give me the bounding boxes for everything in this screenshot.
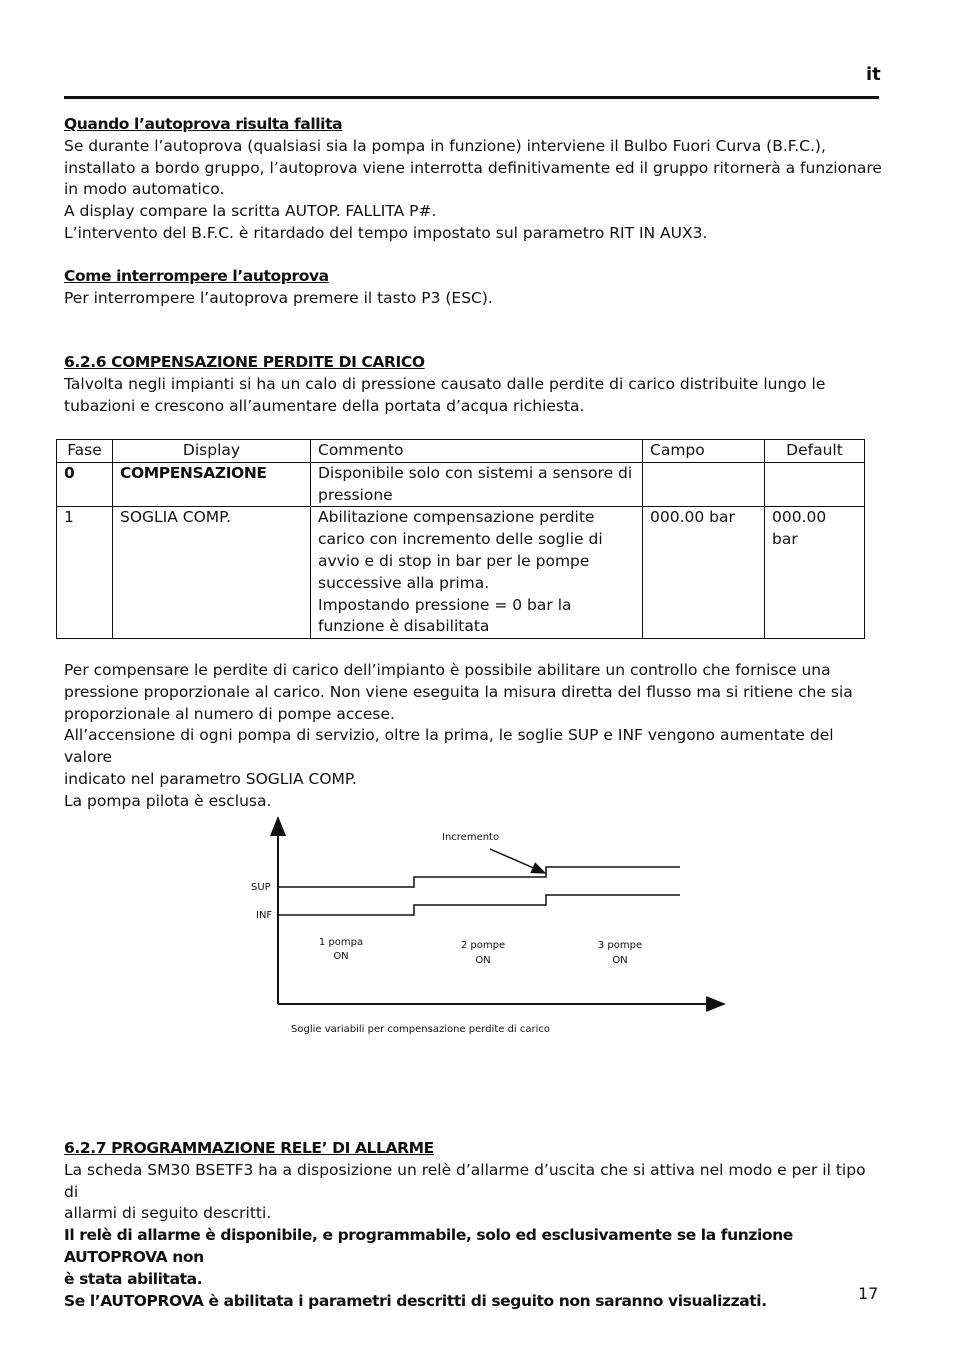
sup-threshold-line [278,867,680,887]
cell-line: pressione [318,485,393,504]
pump-label: ON [475,955,491,966]
paragraph-line: indicato nel parametro SOGLIA COMP. [64,769,357,788]
header-display: Display [113,440,311,463]
paragraph-line: Per compensare le perdite di carico dell’impianto è possibile abilitare un controllo che fornisce una [64,661,831,679]
section-heading: Quando l’autoprova risulta fallita [64,115,343,133]
paragraph-line: in modo automatico. [64,180,225,199]
bold-paragraph-line: Se l’AUTOPROVA è abilitata i parametri descritti di seguito non saranno visualizzati. [64,1291,767,1310]
cell-line: funzione è disabilitata [318,617,490,636]
increment-label: Incremento [442,832,500,843]
cell-display: COMPENSAZIONE [113,462,311,507]
section-heading: Come interrompere l’autoprova [64,267,329,285]
cell-line: bar [772,530,798,549]
cell-fase: 1 [57,507,113,639]
cell-display: SOGLIA COMP. [113,507,311,639]
cell-line: Abilitazione compensazione perdite [318,508,595,527]
pump-label: 3 pompe [597,940,643,951]
paragraph-line: tubazioni e crescono all’aumentare della portata d’acqua richiesta. [64,396,585,415]
diagram-caption: Soglie variabili per compensazione perdite di carico [291,1024,551,1035]
paragraph-line: Talvolta negli impianti si ha un calo di pressione causato dalle perdite di carico distribuite lungo le [64,374,826,393]
pump-label: ON [333,951,349,962]
pump-label: 1 pompa [318,937,364,948]
header-fase: Fase [57,440,113,463]
section-6-2-7 [64,1138,884,1312]
pump-label: 2 pompe [460,940,506,951]
cell-fase: 0 [57,462,113,507]
paragraph-line: Per interrompere l’autoprova premere il tasto P3 (ESC). [64,288,493,307]
section-heading: 6.2.6 COMPENSAZIONE PERDITE DI CARICO [64,353,425,371]
cell-line: successive alla prima. [318,573,490,592]
cell-line: Impostando pressione = 0 bar la [318,595,572,614]
cell-campo: 000.00 bar [643,507,765,639]
header-commento: Commento [311,440,643,463]
cell-line: 000.00 [772,508,827,527]
page-number: 17 [858,1284,879,1303]
cell-line: carico con incremento delle soglie di [318,530,603,549]
inf-label: INF [256,910,273,921]
cell-line: Disponibile solo con sistemi a sensore di [318,463,633,482]
increment-arrow [490,849,545,873]
inf-threshold-line [278,895,680,915]
language-label: it [866,64,881,85]
paragraph-line: La pompa pilota è esclusa. [64,791,272,810]
section-heading: 6.2.7 PROGRAMMAZIONE RELE’ DI ALLARME [64,1139,434,1157]
bold-paragraph-line: è stata abilitata. [64,1269,203,1288]
paragraph-line: Se durante l’autoprova (qualsiasi sia la pompa in funzione) interviene il Bulbo Fuori Curva (B.F.C.), [64,136,826,155]
paragraph-line: proporzionale al numero di pompe accese. [64,704,395,723]
paragraph-line: installato a bordo gruppo, l’autoprova viene interrotta definitivamente ed il gruppo ritornerà a funzionare [64,158,882,177]
paragraph-line: La scheda SM30 BSETF3 ha a disposizione un relè d’allarme d’uscita che si attiva nel modo e per il tipo di [64,1160,866,1201]
pump-label: ON [612,955,628,966]
paragraph-line: A display compare la scritta AUTOP. FALLITA P#. [64,202,437,221]
header-campo: Campo [643,440,765,463]
cell-line: avvio e di stop in bar per le pompe [318,551,590,570]
paragraph-line: pressione proporzionale al carico. Non viene eseguita la misura diretta del flusso ma si ritiene che sia [64,682,853,701]
paragraph-line: All’accensione di ogni pompa di servizio, oltre la prima, le soglie SUP e INF vengono aumentate del valore [64,726,834,767]
sup-label: SUP [251,882,271,893]
header-default: Default [765,440,865,463]
bold-paragraph-line: Il relè di allarme è disponibile, e programmabile, solo ed esclusivamente se la funzione AUTOPROVA non [64,1226,793,1266]
paragraph-line: L’intervento del B.F.C. è ritardado del tempo impostato sul parametro RIT IN AUX3. [64,223,708,242]
paragraph-line: allarmi di seguito descritti. [64,1204,272,1223]
